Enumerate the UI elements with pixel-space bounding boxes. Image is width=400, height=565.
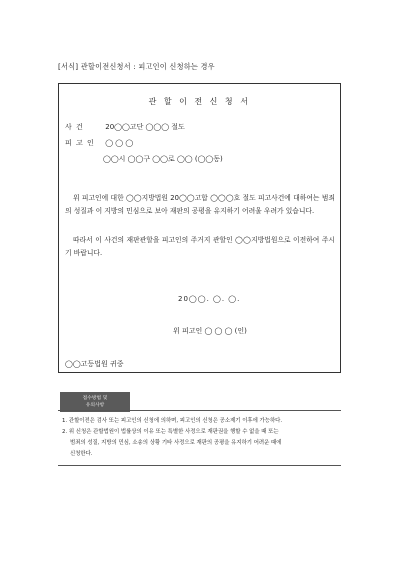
defendant-address: ◯◯시 ◯◯구 ◯◯로 ◯◯ (◯◯동) <box>103 155 223 163</box>
notes-badge <box>60 392 130 412</box>
signature-line: 위 피고인 ◯ ◯ ◯ (인) <box>173 327 247 335</box>
case-label: 사 건 <box>65 123 84 131</box>
filing-date: 20◯◯. ◯. ◯. <box>178 295 241 303</box>
defendant-name: ◯ ◯ ◯ <box>105 139 134 147</box>
defendant-field <box>65 138 133 148</box>
form-header: [서식] 관할이전신청서 : 피고인이 신청하는 경우 <box>58 62 215 71</box>
form-title: 관 할 이 전 신 청 서 <box>148 97 251 106</box>
request-paragraph: 따라서 이 사건의 재판관할을 피고인의 주거지 관할인 ◯◯지방법원으로 이전하여 주시기 바랍니다. <box>65 236 335 257</box>
reason-paragraph: 위 피고인에 대한 ◯◯지방법원 20◯◯고합 ◯◯◯호 절도 피고사건에 대하여는 범죄의 성질과 이 지방의 민심으로 보아 재판의 공평을 유지하기 어려울 우려가 있습니다. <box>65 194 335 215</box>
note-item-1: 1. 관할이전은 검사 또는 피고인의 신청에 의하며, 피고인의 신청은 공소제기 이후에 가능하다. <box>62 418 283 424</box>
notes-box <box>58 410 341 466</box>
note-item-2-continued: 범죄의 성질, 지방의 민심, 소송의 상황 기타 사정으로 재판의 공평을 유지하기 어려운 때에 <box>70 440 282 446</box>
note-item-2: 2. 위 신청은 관할법원이 법률상의 이유 또는 특별한 사정으로 재판권을 행할 수 없을 때 또는 <box>62 429 279 435</box>
defendant-label: 피 고 인 <box>65 139 95 147</box>
application-form <box>58 83 341 373</box>
notes-badge-line1: 접수방법 및 <box>82 396 108 401</box>
case-value: 20◯◯고단 ◯◯◯ 절도 <box>105 123 185 131</box>
addressee-court: ◯◯고등법원 귀중 <box>65 360 124 368</box>
notes-badge-line2: 유의사항 <box>85 403 105 408</box>
case-field <box>65 122 185 132</box>
note-item-2-end: 신청한다. <box>70 451 93 457</box>
